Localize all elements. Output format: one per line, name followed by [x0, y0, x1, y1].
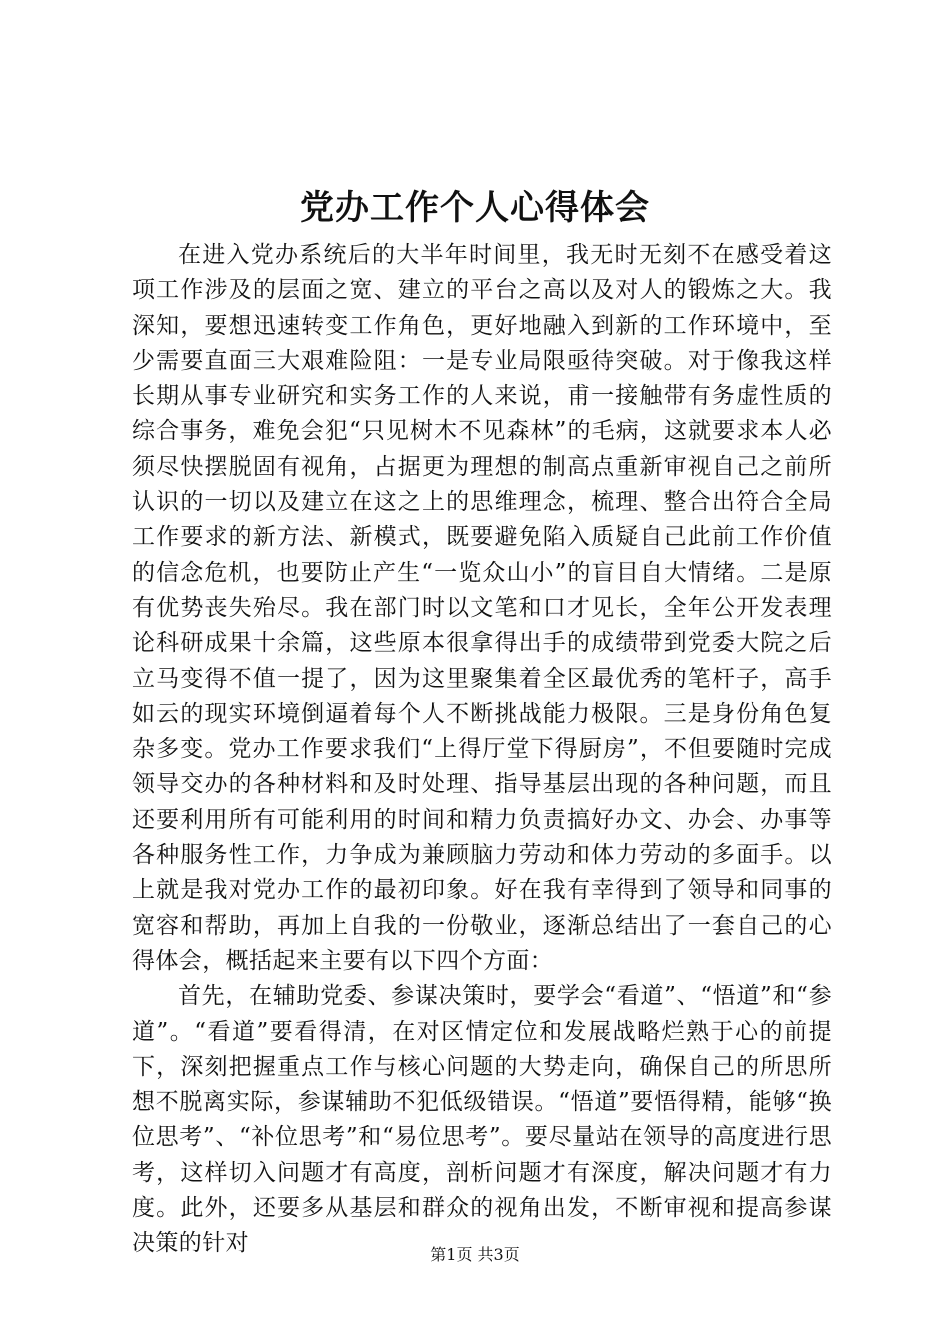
- document-title: 党办工作个人心得体会: [300, 188, 650, 228]
- document-body: [132, 238, 832, 1262]
- paragraph-first-point: 首先，在辅助党委、参谋决策时，要学会“看道”、“悟道”和“参道”。“看道”要看得清，在对区情定位和发展战略烂熟于心的前提下，深刻把握重点工作与核心问题的大势走向，确保自己的所思所想不脱离实际，参谋辅助不犯低级错误。“悟道”要悟得精，能够“换位思考”、“补位思考”和“易位思考”。要尽量站在领导的高度进行思考，这样切入问题才有高度，剖析问题才有深度，解决问题才有力度。此外，还要多从基层和群众的视角出发，不断审视和提高参谋决策的针对: [132, 983, 832, 1257]
- paragraph-intro: 在进入党办系统后的大半年时间里，我无时无刻不在感受着这项工作涉及的层面之宽、建立的平台之高以及对人的锻炼之大。我深知，要想迅速转变工作角色，更好地融入到新的工作环境中，至少需要直面三大艰难险阻：一是专业局限亟待突破。对于像我这样长期从事专业研究和实务工作的人来说，甫一接触带有务虚性质的综合事务，难免会犯“只见树木不见森林”的毛病，这就要求本人必须尽快摆脱固有视角，占据更为理想的制高点重新审视自己之前所认识的一切以及建立在这之上的思维理念，梳理、整合出符合全局工作要求的新方法、新模式，既要避免陷入质疑自己此前工作价值的信念危机，也要防止产生“一览众山小”的盲目自大情绪。二是原有优势丧失殆尽。我在部门时以文笔和口才见长，全年公开发表理论科研成果十余篇，这些原本很拿得出手的成绩带到党委大院之后立马变得不值一提了，因为这里聚集着全区最优秀的笔杆子，高手如云的现实环境倒逼着每个人不断挑战能力极限。三是身份角色复杂多变。党办工作要求我们“上得厅堂下得厨房”，不但要随时完成领导交办的各种材料和及时处理、指导基层出现的各种问题，而且还要利用所有可能利用的时间和精力负责搞好办文、办会、办事等各种服务性工作，力争成为兼顾脑力劳动和体力劳动的多面手。以上就是我对党办工作的最初印象。好在我有幸得到了领导和同事的宽容和帮助，再加上自我的一份敬业，逐渐总结出了一套自己的心得体会，概括起来主要有以下四个方面：: [132, 242, 832, 974]
- page-number-footer: 第1页 共3页: [430, 1245, 520, 1264]
